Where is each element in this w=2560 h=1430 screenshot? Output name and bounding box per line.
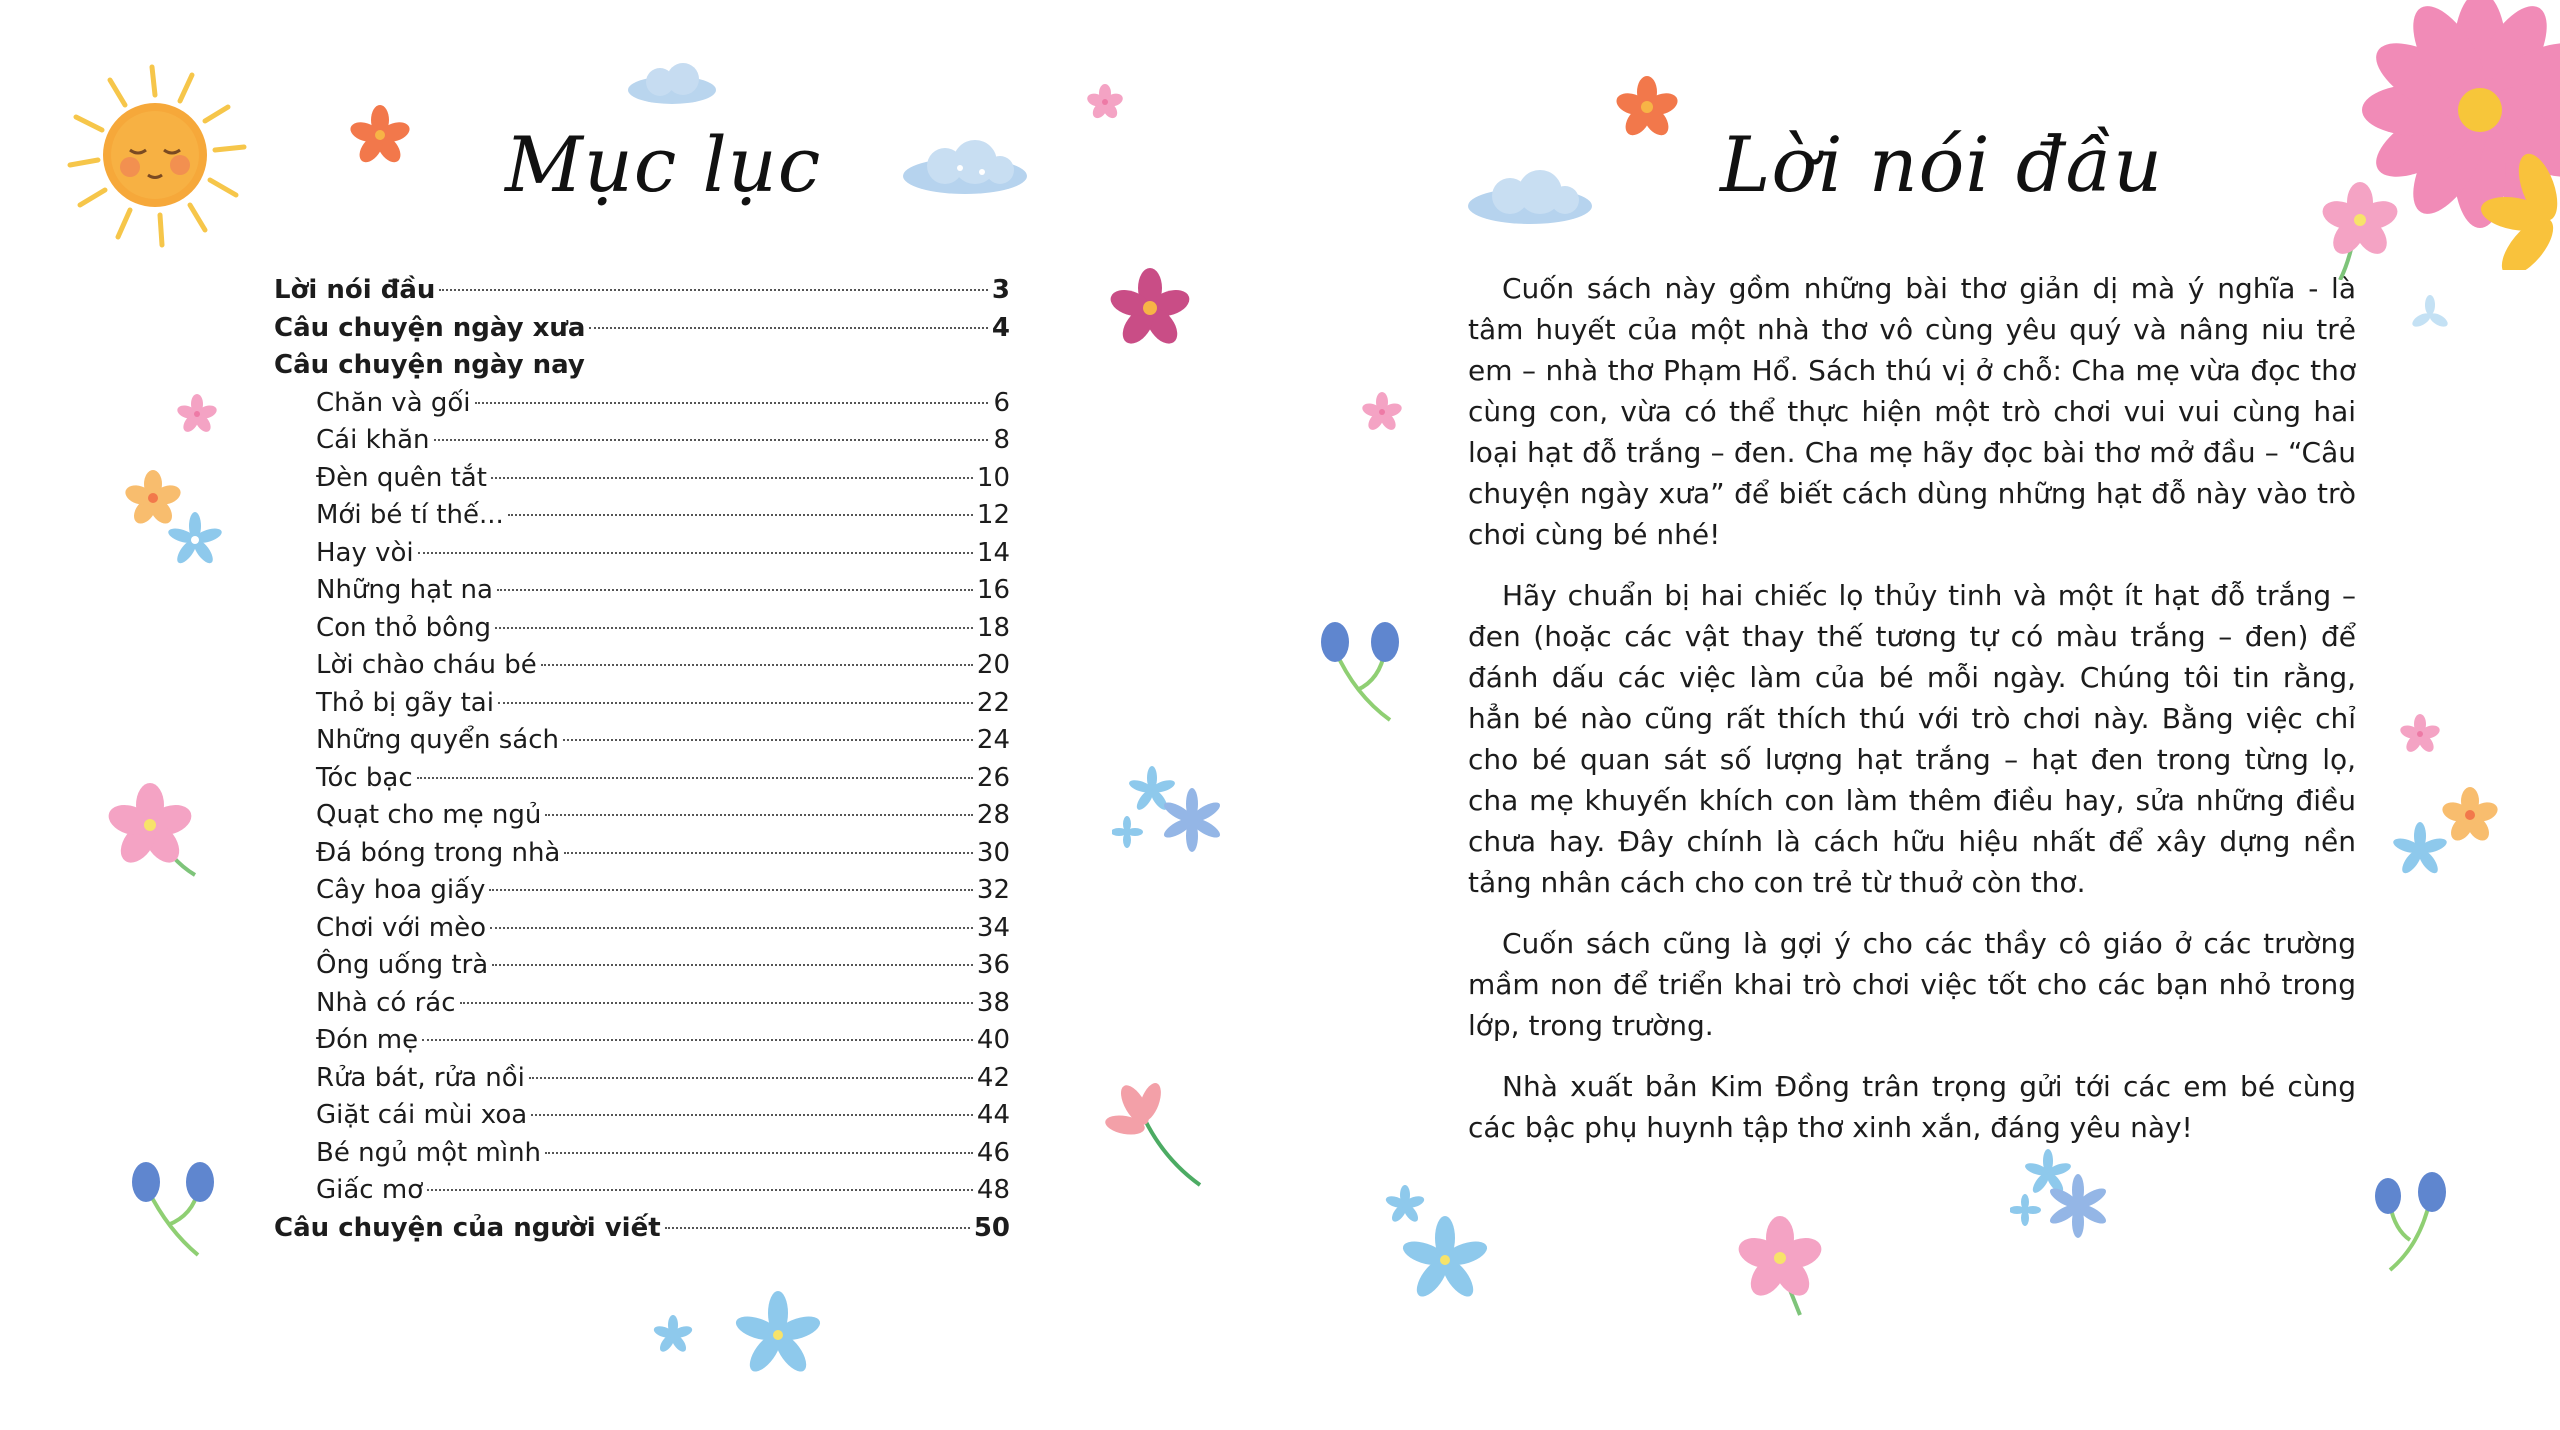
toc-entry-label: Câu chuyện ngày nay	[274, 350, 585, 380]
toc-entry-page: 42	[976, 1062, 1010, 1093]
toc-entry-label: Lời nói đầu	[274, 275, 436, 305]
toc-entry	[274, 572, 1010, 610]
flower-icon	[1360, 390, 1404, 434]
toc-leader-dots	[475, 402, 988, 404]
preface-paragraph: Cuốn sách cũng là gợi ý cho các thầy cô giáo ở các trường mầm non để triển khai trò chơi việc tốt cho các bạn nhỏ trong lớp, trong trường.	[1468, 927, 2356, 1042]
flower-icon	[100, 780, 210, 890]
toc-entry-page: 22	[976, 687, 1010, 718]
toc-entry-label: Những quyển sách	[316, 725, 560, 755]
toc-leader-dots	[418, 552, 973, 554]
toc-entry	[274, 947, 1010, 985]
preface-body	[1468, 268, 2356, 1168]
toc-leader-dots	[439, 289, 988, 291]
toc-leader-dots	[563, 739, 973, 741]
bluebell-icon	[2360, 1170, 2460, 1280]
toc-entry-label: Nhà có rác	[316, 987, 456, 1018]
star-flower-icon	[1112, 762, 1232, 852]
flower-icon	[175, 392, 219, 436]
toc-entry	[274, 910, 1010, 948]
toc-entry-label: Ông uống trà	[316, 950, 489, 980]
star-flower-icon	[2405, 290, 2455, 340]
toc-entry	[274, 310, 1010, 348]
preface-paragraph: Cuốn sách này gồm những bài thơ giản dị mà ý nghĩa - là tâm huyết của một nhà thơ vô cùng yêu quý và nâng niu trẻ em – nhà thơ Phạm Hổ. Sách thú vị ở chỗ: Cha mẹ vừa đọc thơ cùng con, vừa có thể thực hiện một trò chơi vui vui cùng hai loại hạt đỗ trắng – đen. Cha mẹ hãy đọc bài thơ mở đầu – “Câu chuyện ngày xưa” để biết cách dùng những hạt đỗ này vào trò chơi cùng bé nhé!	[1468, 272, 2356, 551]
toc-entry	[274, 647, 1010, 685]
cloud-icon	[625, 62, 720, 107]
toc-leader-dots	[589, 327, 987, 329]
table-of-contents	[274, 272, 1010, 1247]
star-flower-icon	[1380, 1180, 1500, 1310]
toc-entry-label: Rửa bát, rửa nồi	[316, 1062, 525, 1093]
toc-leader-dots	[492, 964, 973, 966]
toc-leader-dots	[545, 1152, 973, 1154]
toc-entry-page: 50	[973, 1212, 1010, 1243]
toc-entry-label: Câu chuyện ngày xưa	[274, 312, 586, 343]
toc-entry-label: Bé ngủ một mình	[316, 1137, 542, 1168]
toc-entry-page: 8	[993, 425, 1010, 455]
toc-entry-page: 10	[976, 462, 1010, 493]
flower-icon	[2398, 712, 2442, 756]
toc-entry	[274, 460, 1010, 498]
toc-entry	[274, 1022, 1010, 1060]
toc-entry-page: 26	[976, 762, 1010, 793]
flower-icon	[1105, 1080, 1205, 1190]
toc-entry-label: Chơi với mèo	[316, 912, 487, 943]
toc-entry-label: Giặt cái mùi xoa	[316, 1100, 528, 1130]
toc-entry-label: Cái khăn	[316, 425, 430, 455]
toc-leader-dots	[434, 439, 988, 441]
flower-icon	[1725, 1210, 1835, 1320]
toc-entry	[274, 797, 1010, 835]
toc-entry	[274, 422, 1010, 460]
toc-entry-page: 30	[976, 837, 1010, 868]
toc-entry-page: 28	[976, 800, 1010, 830]
toc-entry-label: Thỏ bị gãy tai	[316, 687, 494, 718]
bluebell-icon	[118, 1160, 228, 1260]
toc-entry-label: Lời chào cháu bé	[316, 650, 537, 680]
toc-leader-dots	[531, 1114, 973, 1116]
star-flower-icon	[2010, 1148, 2115, 1238]
toc-leader-dots	[491, 477, 973, 479]
toc-leader-dots	[460, 1002, 973, 1004]
toc-entry	[274, 1060, 1010, 1098]
toc-entry	[274, 985, 1010, 1023]
preface-title: Lời nói đầu	[1720, 120, 2164, 209]
toc-leader-dots	[541, 664, 973, 666]
toc-leader-dots	[489, 889, 973, 891]
toc-entry-label: Đèn quên tắt	[316, 462, 487, 493]
toc-entry-label: Quạt cho mẹ ngủ	[316, 800, 542, 830]
toc-entry	[274, 1097, 1010, 1135]
cloud-icon	[1465, 168, 1595, 228]
toc-leader-dots	[490, 927, 973, 929]
toc-entry-label: Hay vòi	[316, 537, 414, 568]
toc-entry	[274, 1210, 1010, 1248]
star-flower-icon	[2385, 820, 2455, 880]
star-flower-icon	[160, 510, 230, 570]
toc-entry-label: Chăn và gối	[316, 387, 471, 418]
toc-entry-label: Câu chuyện của người viết	[274, 1212, 661, 1243]
toc-entry-page: 24	[976, 725, 1010, 755]
toc-leader-dots	[564, 852, 973, 854]
bluebell-icon	[1310, 620, 1420, 730]
toc-leader-dots	[529, 1077, 973, 1079]
toc-entry-page: 4	[991, 312, 1010, 343]
toc-leader-dots	[545, 814, 973, 816]
flower-icon	[1105, 268, 1195, 348]
toc-leader-dots	[498, 702, 973, 704]
flower-icon	[1612, 75, 1682, 140]
toc-entry	[274, 835, 1010, 873]
toc-entry	[274, 872, 1010, 910]
toc-entry	[274, 347, 1010, 385]
toc-entry-page: 20	[976, 650, 1010, 680]
toc-entry-page: 34	[976, 912, 1010, 943]
toc-entry-page: 48	[976, 1175, 1010, 1205]
toc-entry-page: 6	[993, 387, 1010, 418]
toc-entry-page: 12	[976, 500, 1010, 530]
toc-leader-dots	[665, 1227, 970, 1229]
toc-entry	[274, 497, 1010, 535]
toc-entry-page: 16	[976, 575, 1010, 605]
toc-entry	[274, 1172, 1010, 1210]
sun-icon	[30, 55, 270, 265]
flower-icon	[1085, 82, 1125, 122]
flower-icon	[345, 105, 415, 165]
toc-entry	[274, 1135, 1010, 1173]
toc-entry-page: 32	[976, 875, 1010, 905]
toc-entry	[274, 722, 1010, 760]
toc-entry-page: 3	[991, 275, 1010, 305]
toc-leader-dots	[417, 777, 973, 779]
toc-leader-dots	[422, 1039, 973, 1041]
toc-entry	[274, 760, 1010, 798]
toc-entry-page: 46	[976, 1137, 1010, 1168]
toc-leader-dots	[495, 627, 973, 629]
toc-entry-label: Con thỏ bông	[316, 612, 492, 643]
toc-entry	[274, 610, 1010, 648]
toc-title: Mục lục	[505, 120, 822, 209]
toc-leader-dots	[497, 589, 973, 591]
toc-entry-page: 14	[976, 537, 1010, 568]
toc-entry-page: 38	[976, 987, 1010, 1018]
toc-entry-label: Mới bé tí thế...	[316, 500, 504, 530]
toc-entry-label: Tóc bạc	[316, 762, 413, 793]
toc-entry-page: 44	[976, 1100, 1010, 1130]
star-flower-icon	[648, 1290, 828, 1380]
toc-entry-page: 40	[976, 1025, 1010, 1055]
toc-entry	[274, 385, 1010, 423]
toc-entry-label: Những hạt na	[316, 575, 493, 605]
toc-leader-dots	[427, 1189, 973, 1191]
preface-paragraph: Nhà xuất bản Kim Đồng trân trọng gửi tới các em bé cùng các bậc phụ huynh tập thơ xinh xắn, đáng yêu này!	[1468, 1070, 2356, 1144]
toc-entry-label: Cây hoa giấy	[316, 875, 486, 905]
toc-entry	[274, 535, 1010, 573]
toc-entry-page: 36	[976, 950, 1010, 980]
toc-entry-label: Đón mẹ	[316, 1025, 419, 1055]
toc-entry	[274, 685, 1010, 723]
toc-entry-label: Giấc mơ	[316, 1175, 424, 1205]
preface-paragraph: Hãy chuẩn bị hai chiếc lọ thủy tinh và một ít hạt đỗ trắng – đen (hoặc các vật thay thế tương tự có màu trắng – đen) để đánh dấu các việc làm của bé mỗi ngày. Chúng tôi tin rằng, hẳn bé nào cũng rất thích thú với trò chơi này. Bằng việc chỉ cho bé quan sát số lượng hạt trắng – hạt đen trong từng lọ, cha mẹ khuyến khích con làm thêm điều hay, sửa những điều chưa hay. Đây chính là cách hữu hiệu nhất để xây dựng nền tảng nhân cách cho con trẻ từ thuở còn thơ.	[1468, 579, 2356, 899]
toc-entry-label: Đá bóng trong nhà	[316, 837, 561, 868]
cloud-icon	[900, 138, 1030, 198]
toc-entry	[274, 272, 1010, 310]
toc-leader-dots	[508, 514, 973, 516]
toc-entry-page: 18	[976, 612, 1010, 643]
big-pink-flower-icon	[2335, 0, 2560, 270]
